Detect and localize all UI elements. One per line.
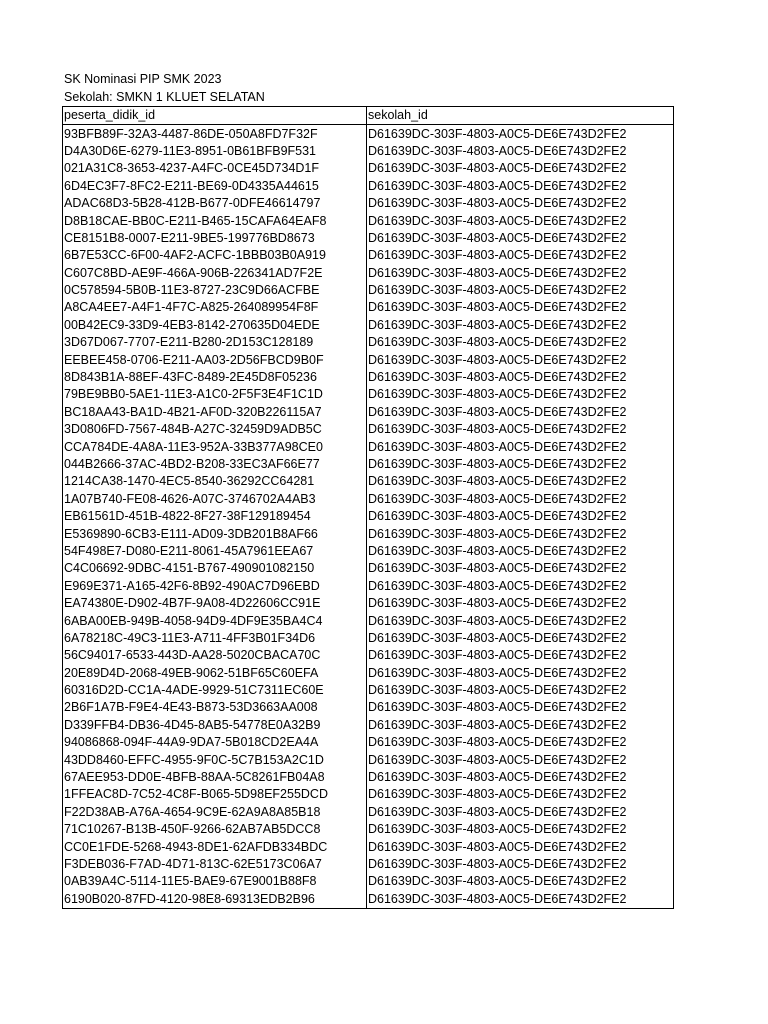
- table-row: [63, 682, 674, 699]
- sekolah-id-cell: D61639DC-303F-4803-A0C5-DE6E743D2FE2: [367, 386, 674, 403]
- sekolah-id-cell: D61639DC-303F-4803-A0C5-DE6E743D2FE2: [367, 682, 674, 699]
- table-row: [63, 317, 674, 334]
- peserta-didik-id-cell: 00B42EC9-33D9-4EB3-8142-270635D04EDE: [63, 317, 367, 334]
- sekolah-id-cell: D61639DC-303F-4803-A0C5-DE6E743D2FE2: [367, 891, 674, 909]
- table-row: [63, 508, 674, 525]
- peserta-didik-id-cell: 79BE9BB0-5AE1-11E3-A1C0-2F5F3E4F1C1D: [63, 386, 367, 403]
- sekolah-id-cell: D61639DC-303F-4803-A0C5-DE6E743D2FE2: [367, 282, 674, 299]
- sekolah-id-cell: D61639DC-303F-4803-A0C5-DE6E743D2FE2: [367, 265, 674, 282]
- sekolah-id-cell: D61639DC-303F-4803-A0C5-DE6E743D2FE2: [367, 612, 674, 629]
- peserta-didik-id-cell: 2B6F1A7B-F9E4-4E43-B873-53D3663AA008: [63, 699, 367, 716]
- peserta-didik-id-cell: EA74380E-D902-4B7F-9A08-4D22606CC91E: [63, 595, 367, 612]
- sekolah-id-cell: D61639DC-303F-4803-A0C5-DE6E743D2FE2: [367, 351, 674, 368]
- table-row: [63, 525, 674, 542]
- sekolah-id-cell: D61639DC-303F-4803-A0C5-DE6E743D2FE2: [367, 665, 674, 682]
- table-row: [63, 265, 674, 282]
- peserta-didik-id-cell: CE8151B8-0007-E211-9BE5-199776BD8673: [63, 230, 367, 247]
- table-row: [63, 143, 674, 160]
- sekolah-id-cell: D61639DC-303F-4803-A0C5-DE6E743D2FE2: [367, 178, 674, 195]
- table-header-row: [63, 107, 674, 125]
- peserta-didik-id-cell: 6B7E53CC-6F00-4AF2-ACFC-1BBB03B0A919: [63, 247, 367, 264]
- sekolah-id-cell: D61639DC-303F-4803-A0C5-DE6E743D2FE2: [367, 804, 674, 821]
- table-row: [63, 351, 674, 368]
- table-row: [63, 630, 674, 647]
- peserta-didik-id-cell: 93BFB89F-32A3-4487-86DE-050A8FD7F32F: [63, 125, 367, 143]
- table-row: [63, 786, 674, 803]
- table-row: [63, 438, 674, 455]
- peserta-didik-id-cell: 71C10267-B13B-450F-9266-62AB7AB5DCC8: [63, 821, 367, 838]
- peserta-didik-id-cell: D339FFB4-DB36-4D45-8AB5-54778E0A32B9: [63, 717, 367, 734]
- document-title: SK Nominasi PIP SMK 2023: [64, 72, 222, 86]
- peserta-didik-id-cell: 3D0806FD-7567-484B-A27C-32459D9ADB5C: [63, 421, 367, 438]
- sekolah-id-cell: D61639DC-303F-4803-A0C5-DE6E743D2FE2: [367, 491, 674, 508]
- sekolah-id-cell: D61639DC-303F-4803-A0C5-DE6E743D2FE2: [367, 786, 674, 803]
- table-row: [63, 856, 674, 873]
- table-row: [63, 125, 674, 143]
- table-row: [63, 386, 674, 403]
- peserta-didik-id-cell: E969E371-A165-42F6-8B92-490AC7D96EBD: [63, 578, 367, 595]
- sekolah-id-cell: D61639DC-303F-4803-A0C5-DE6E743D2FE2: [367, 856, 674, 873]
- table-row: [63, 247, 674, 264]
- table-row: [63, 543, 674, 560]
- peserta-didik-id-cell: CCA784DE-4A8A-11E3-952A-33B377A98CE0: [63, 438, 367, 455]
- sekolah-id-cell: D61639DC-303F-4803-A0C5-DE6E743D2FE2: [367, 508, 674, 525]
- sekolah-id-cell: D61639DC-303F-4803-A0C5-DE6E743D2FE2: [367, 525, 674, 542]
- table-row: [63, 160, 674, 177]
- peserta-didik-id-cell: EEBEE458-0706-E211-AA03-2D56FBCD9B0F: [63, 351, 367, 368]
- sekolah-id-cell: D61639DC-303F-4803-A0C5-DE6E743D2FE2: [367, 578, 674, 595]
- table-row: [63, 647, 674, 664]
- sekolah-id-cell: D61639DC-303F-4803-A0C5-DE6E743D2FE2: [367, 821, 674, 838]
- column-header-sekolah-id: sekolah_id: [367, 107, 674, 125]
- peserta-didik-id-cell: E5369890-6CB3-E111-AD09-3DB201B8AF66: [63, 525, 367, 542]
- sekolah-id-cell: D61639DC-303F-4803-A0C5-DE6E743D2FE2: [367, 160, 674, 177]
- sekolah-id-cell: D61639DC-303F-4803-A0C5-DE6E743D2FE2: [367, 404, 674, 421]
- school-name: Sekolah: SMKN 1 KLUET SELATAN: [64, 90, 265, 104]
- table-row: [63, 421, 674, 438]
- peserta-didik-id-cell: 3D67D067-7707-E211-B280-2D153C128189: [63, 334, 367, 351]
- table-row: [63, 804, 674, 821]
- peserta-didik-id-cell: 6D4EC3F7-8FC2-E211-BE69-0D4335A44615: [63, 178, 367, 195]
- sekolah-id-cell: D61639DC-303F-4803-A0C5-DE6E743D2FE2: [367, 230, 674, 247]
- sekolah-id-cell: D61639DC-303F-4803-A0C5-DE6E743D2FE2: [367, 595, 674, 612]
- table-row: [63, 595, 674, 612]
- sekolah-id-cell: D61639DC-303F-4803-A0C5-DE6E743D2FE2: [367, 143, 674, 160]
- peserta-didik-id-cell: A8CA4EE7-A4F1-4F7C-A825-264089954F8F: [63, 299, 367, 316]
- sekolah-id-cell: D61639DC-303F-4803-A0C5-DE6E743D2FE2: [367, 560, 674, 577]
- table-row: [63, 717, 674, 734]
- table-row: [63, 751, 674, 768]
- sekolah-id-cell: D61639DC-303F-4803-A0C5-DE6E743D2FE2: [367, 369, 674, 386]
- peserta-didik-id-cell: 54F498E7-D080-E211-8061-45A7961EEA67: [63, 543, 367, 560]
- sekolah-id-cell: D61639DC-303F-4803-A0C5-DE6E743D2FE2: [367, 438, 674, 455]
- sekolah-id-cell: D61639DC-303F-4803-A0C5-DE6E743D2FE2: [367, 125, 674, 143]
- peserta-didik-id-cell: ADAC68D3-5B28-412B-B677-0DFE46614797: [63, 195, 367, 212]
- table-row: [63, 491, 674, 508]
- sekolah-id-cell: D61639DC-303F-4803-A0C5-DE6E743D2FE2: [367, 473, 674, 490]
- table-row: [63, 404, 674, 421]
- table-row: [63, 473, 674, 490]
- table-row: [63, 178, 674, 195]
- peserta-didik-id-cell: EB61561D-451B-4822-8F27-38F129189454: [63, 508, 367, 525]
- peserta-didik-id-cell: D8B18CAE-BB0C-E211-B465-15CAFA64EAF8: [63, 212, 367, 229]
- sekolah-id-cell: D61639DC-303F-4803-A0C5-DE6E743D2FE2: [367, 734, 674, 751]
- peserta-didik-id-cell: D4A30D6E-6279-11E3-8951-0B61BFB9F531: [63, 143, 367, 160]
- peserta-didik-id-cell: BC18AA43-BA1D-4B21-AF0D-320B226115A7: [63, 404, 367, 421]
- sekolah-id-cell: D61639DC-303F-4803-A0C5-DE6E743D2FE2: [367, 873, 674, 890]
- peserta-didik-id-cell: 6190B020-87FD-4120-98E8-69313EDB2B96: [63, 891, 367, 909]
- peserta-didik-id-cell: CC0E1FDE-5268-4943-8DE1-62AFDB334BDC: [63, 838, 367, 855]
- table-row: [63, 612, 674, 629]
- sekolah-id-cell: D61639DC-303F-4803-A0C5-DE6E743D2FE2: [367, 212, 674, 229]
- sekolah-id-cell: D61639DC-303F-4803-A0C5-DE6E743D2FE2: [367, 699, 674, 716]
- peserta-didik-id-cell: 67AEE953-DD0E-4BFB-88AA-5C8261FB04A8: [63, 769, 367, 786]
- peserta-didik-id-cell: 60316D2D-CC1A-4ADE-9929-51C7311EC60E: [63, 682, 367, 699]
- sekolah-id-cell: D61639DC-303F-4803-A0C5-DE6E743D2FE2: [367, 299, 674, 316]
- peserta-didik-id-cell: 20E89D4D-2068-49EB-9062-51BF65C60EFA: [63, 665, 367, 682]
- table-row: [63, 369, 674, 386]
- table-row: [63, 769, 674, 786]
- peserta-didik-id-cell: 6ABA00EB-949B-4058-94D9-4DF9E35BA4C4: [63, 612, 367, 629]
- peserta-didik-id-cell: 8D843B1A-88EF-43FC-8489-2E45D8F05236: [63, 369, 367, 386]
- table-row: [63, 212, 674, 229]
- peserta-didik-id-cell: 1A07B740-FE08-4626-A07C-3746702A4AB3: [63, 491, 367, 508]
- sekolah-id-cell: D61639DC-303F-4803-A0C5-DE6E743D2FE2: [367, 838, 674, 855]
- table-row: [63, 734, 674, 751]
- table-row: [63, 334, 674, 351]
- sekolah-id-cell: D61639DC-303F-4803-A0C5-DE6E743D2FE2: [367, 317, 674, 334]
- sekolah-id-cell: D61639DC-303F-4803-A0C5-DE6E743D2FE2: [367, 751, 674, 768]
- table-row: [63, 282, 674, 299]
- table-row: [63, 299, 674, 316]
- peserta-didik-id-cell: 94086868-094F-44A9-9DA7-5B018CD2EA4A: [63, 734, 367, 751]
- sekolah-id-cell: D61639DC-303F-4803-A0C5-DE6E743D2FE2: [367, 647, 674, 664]
- sekolah-id-cell: D61639DC-303F-4803-A0C5-DE6E743D2FE2: [367, 421, 674, 438]
- peserta-didik-id-cell: C4C06692-9DBC-4151-B767-490901082150: [63, 560, 367, 577]
- peserta-didik-id-cell: 6A78218C-49C3-11E3-A711-4FF3B01F34D6: [63, 630, 367, 647]
- sekolah-id-cell: D61639DC-303F-4803-A0C5-DE6E743D2FE2: [367, 247, 674, 264]
- sekolah-id-cell: D61639DC-303F-4803-A0C5-DE6E743D2FE2: [367, 334, 674, 351]
- sekolah-id-cell: D61639DC-303F-4803-A0C5-DE6E743D2FE2: [367, 456, 674, 473]
- table-row: [63, 230, 674, 247]
- table-row: [63, 560, 674, 577]
- peserta-didik-id-cell: 43DD8460-EFFC-4955-9F0C-5C7B153A2C1D: [63, 751, 367, 768]
- peserta-didik-id-cell: F3DEB036-F7AD-4D71-813C-62E5173C06A7: [63, 856, 367, 873]
- peserta-didik-id-cell: 1214CA38-1470-4EC5-8540-36292CC64281: [63, 473, 367, 490]
- table-row: [63, 838, 674, 855]
- peserta-didik-id-cell: 1FFEAC8D-7C52-4C8F-B065-5D98EF255DCD: [63, 786, 367, 803]
- sekolah-id-cell: D61639DC-303F-4803-A0C5-DE6E743D2FE2: [367, 769, 674, 786]
- peserta-didik-id-cell: F22D38AB-A76A-4654-9C9E-62A9A8A85B18: [63, 804, 367, 821]
- table-row: [63, 873, 674, 890]
- peserta-didik-id-cell: 044B2666-37AC-4BD2-B208-33EC3AF66E77: [63, 456, 367, 473]
- column-header-peserta-didik-id: peserta_didik_id: [63, 107, 367, 125]
- table-row: [63, 891, 674, 909]
- peserta-didik-id-cell: 0AB39A4C-5114-11E5-BAE9-67E9001B88F8: [63, 873, 367, 890]
- sekolah-id-cell: D61639DC-303F-4803-A0C5-DE6E743D2FE2: [367, 630, 674, 647]
- peserta-didik-id-cell: 56C94017-6533-443D-AA28-5020CBACA70C: [63, 647, 367, 664]
- sekolah-id-cell: D61639DC-303F-4803-A0C5-DE6E743D2FE2: [367, 195, 674, 212]
- student-table: [62, 106, 674, 909]
- table-row: [63, 665, 674, 682]
- peserta-didik-id-cell: 0C578594-5B0B-11E3-8727-23C9D66ACFBE: [63, 282, 367, 299]
- spreadsheet-page: [62, 70, 674, 909]
- table-row: [63, 578, 674, 595]
- table-row: [63, 456, 674, 473]
- peserta-didik-id-cell: 021A31C8-3653-4237-A4FC-0CE45D734D1F: [63, 160, 367, 177]
- table-row: [63, 821, 674, 838]
- table-body: [63, 125, 674, 909]
- sekolah-id-cell: D61639DC-303F-4803-A0C5-DE6E743D2FE2: [367, 717, 674, 734]
- peserta-didik-id-cell: C607C8BD-AE9F-466A-906B-226341AD7F2E: [63, 265, 367, 282]
- page-bottom-blank: [0, 950, 768, 1024]
- sekolah-id-cell: D61639DC-303F-4803-A0C5-DE6E743D2FE2: [367, 543, 674, 560]
- table-row: [63, 195, 674, 212]
- table-row: [63, 699, 674, 716]
